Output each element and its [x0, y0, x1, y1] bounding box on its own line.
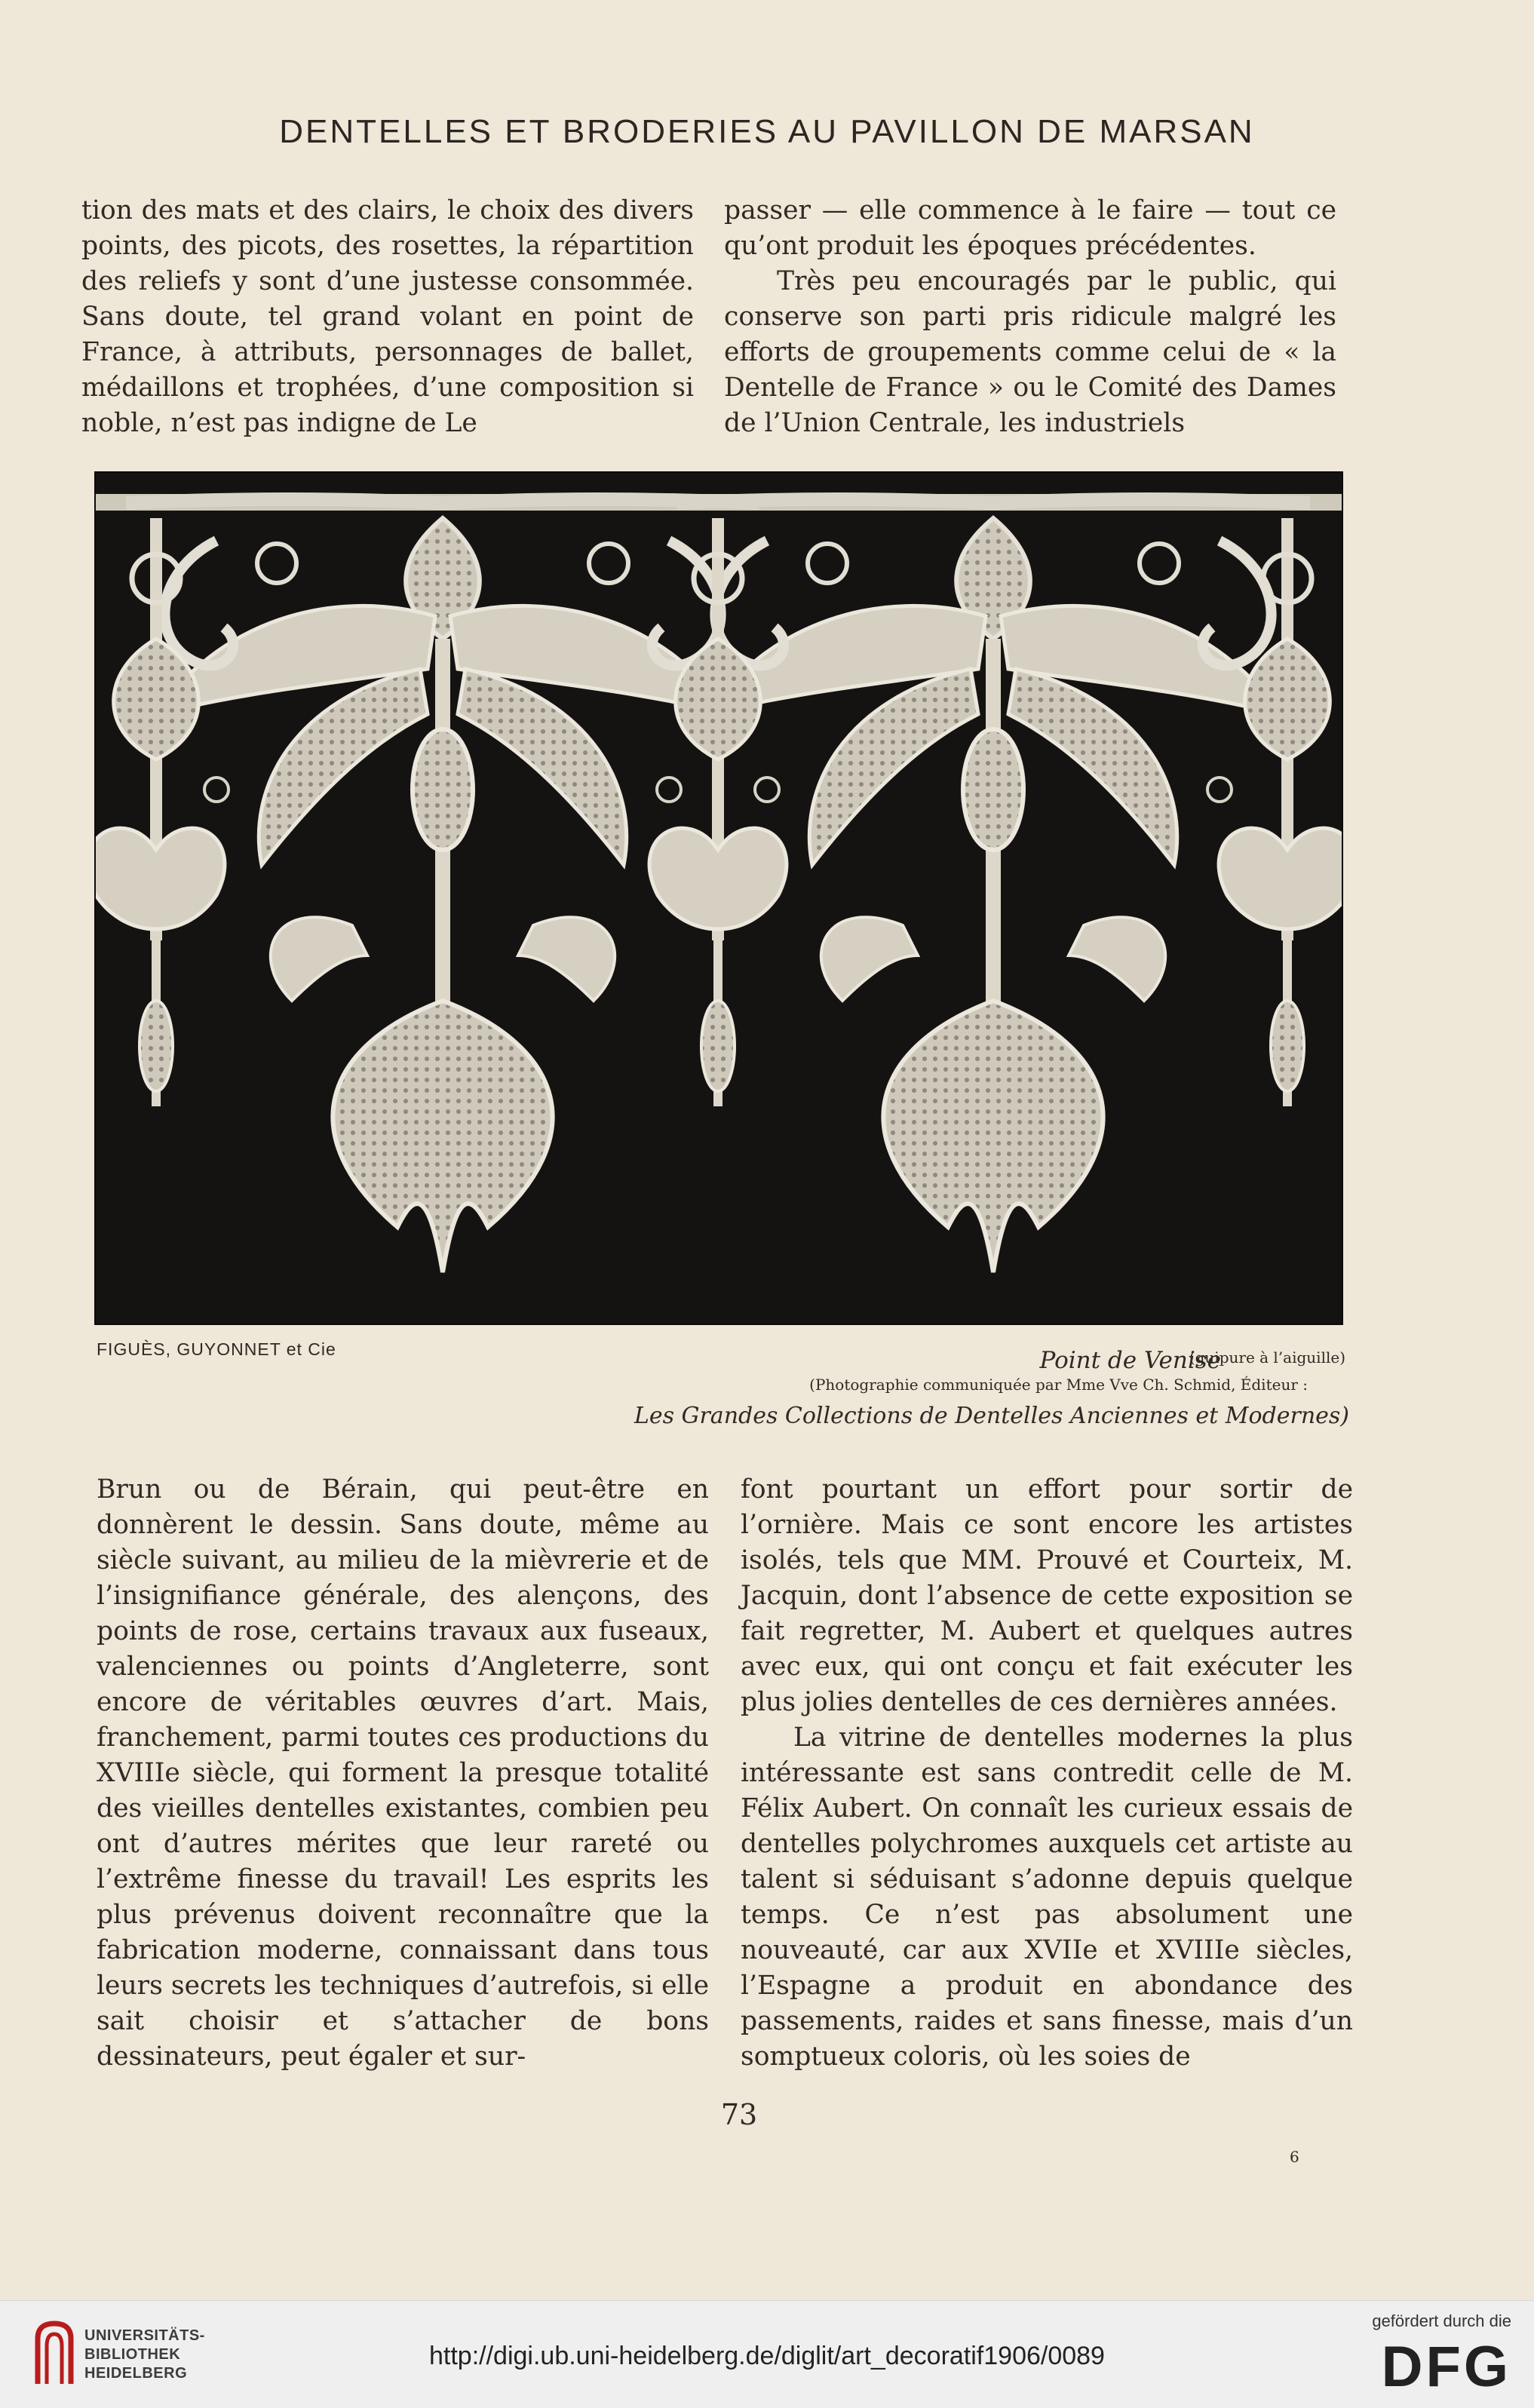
running-head: DENTELLES ET BRODERIES AU PAVILLON DE MARSAN	[279, 113, 1255, 150]
paragraph: passer — elle commence à le faire — tout ce qu’ont produit les époques précédentes.	[724, 195, 1336, 261]
figure-credit: FIGUÈS, GUYONNET et Cie	[97, 1339, 336, 1359]
bottom-left-column	[97, 1472, 709, 2075]
paragraph: tion des mats et des clairs, le choix des divers points, des picots, des rosettes, la répartition des reliefs y sont d’une justesse consommée. Sans doute, tel grand volant en point de France, à attributs, personnages de ballet, médaillons et trophées, d’une composition si noble, n’est pas indigne de Le	[81, 195, 694, 438]
page-number: 73	[720, 2098, 758, 2131]
figure-note: (guipure à l’aiguille)	[1189, 1348, 1345, 1367]
top-right-column	[724, 193, 1336, 441]
paragraph: font pourtant un effort pour sortir de l’ornière. Mais ce sont encore les artistes isolés, tels que MM. Prouvé et Courteix, M. Jacquin, dont l’absence de cette exposition se fait regretter, M. Aubert et quelques autres avec eux, qui ont conçu et fait exécuter les plus jolies dentelles de ces dernières années.	[741, 1474, 1353, 1717]
paragraph: La vitrine de dentelles modernes la plus intéressante est sans contredit celle de M. Félix Aubert. On connaît les curieux essais de dentelles polychromes auxquels cet artiste au talent si séduisant s’adonne depuis quelque temps. Ce n’est pas absolument une nouveauté, car aux XVIIe et XVIIIe siècles, l’Espagne a produit en abondance des passements, raides et sans finesse, mais d’un somptueux coloris, où les soies de	[741, 1722, 1353, 2072]
top-left-column	[81, 193, 694, 441]
lace-photograph	[94, 471, 1343, 1325]
paragraph: Très peu encouragés par le public, qui conserve son parti pris ridicule malgré les efforts de groupements comme celui de « la Dentelle de France » ou le Comité des Dames de l’Union Centrale, les industriels	[724, 266, 1336, 438]
bottom-right-column	[741, 1472, 1353, 2075]
figure-publication: Les Grandes Collections de Dentelles Anciennes et Modernes)	[634, 1403, 1349, 1429]
figure-photo-credit: (Photographie communiquée par Mme Vve Ch. Schmid, Éditeur :	[809, 1376, 1308, 1394]
funded-by-label: gefördert durch die	[1372, 2311, 1511, 2330]
permalink-url[interactable]: http://digi.ub.uni-heidelberg.de/diglit/art_decoratif1906/0089	[429, 2342, 1105, 2370]
signature-mark: 6	[1290, 2148, 1299, 2166]
viewer-footer	[0, 2300, 1534, 2408]
figure-title: Point de Venise	[1039, 1347, 1221, 1374]
paragraph: Brun ou de Bérain, qui peut-être en donnèrent le dessin. Sans doute, même au siècle suivant, au milieu de la mièvrerie et de l’insignifiance générale, des alençons, des points de rose, certains travaux aux fuseaux, valenciennes ou points d’Angleterre, sont encore de véritables œuvres d’art. Mais, franchement, parmi toutes ces productions du XVIIIe siècle, qui forment la presque totalité des vieilles dentelles existantes, combien peu ont d’autres mérites que leur rareté ou l’extrême finesse du travail! Les esprits les plus prévenus doivent reconnaître que la fabrication moderne, connaissant dans tous leurs secrets les techniques d’autrefois, si elle sait choisir et s’attacher de bons dessinateurs, peut égaler et sur-	[97, 1474, 709, 2072]
lace-illustration	[96, 473, 1342, 1324]
institution-name[interactable]: UNIVERSITÄTS- BIBLIOTHEK HEIDELBERG	[84, 2327, 205, 2382]
dfg-logo[interactable]: DFG	[1381, 2335, 1511, 2399]
